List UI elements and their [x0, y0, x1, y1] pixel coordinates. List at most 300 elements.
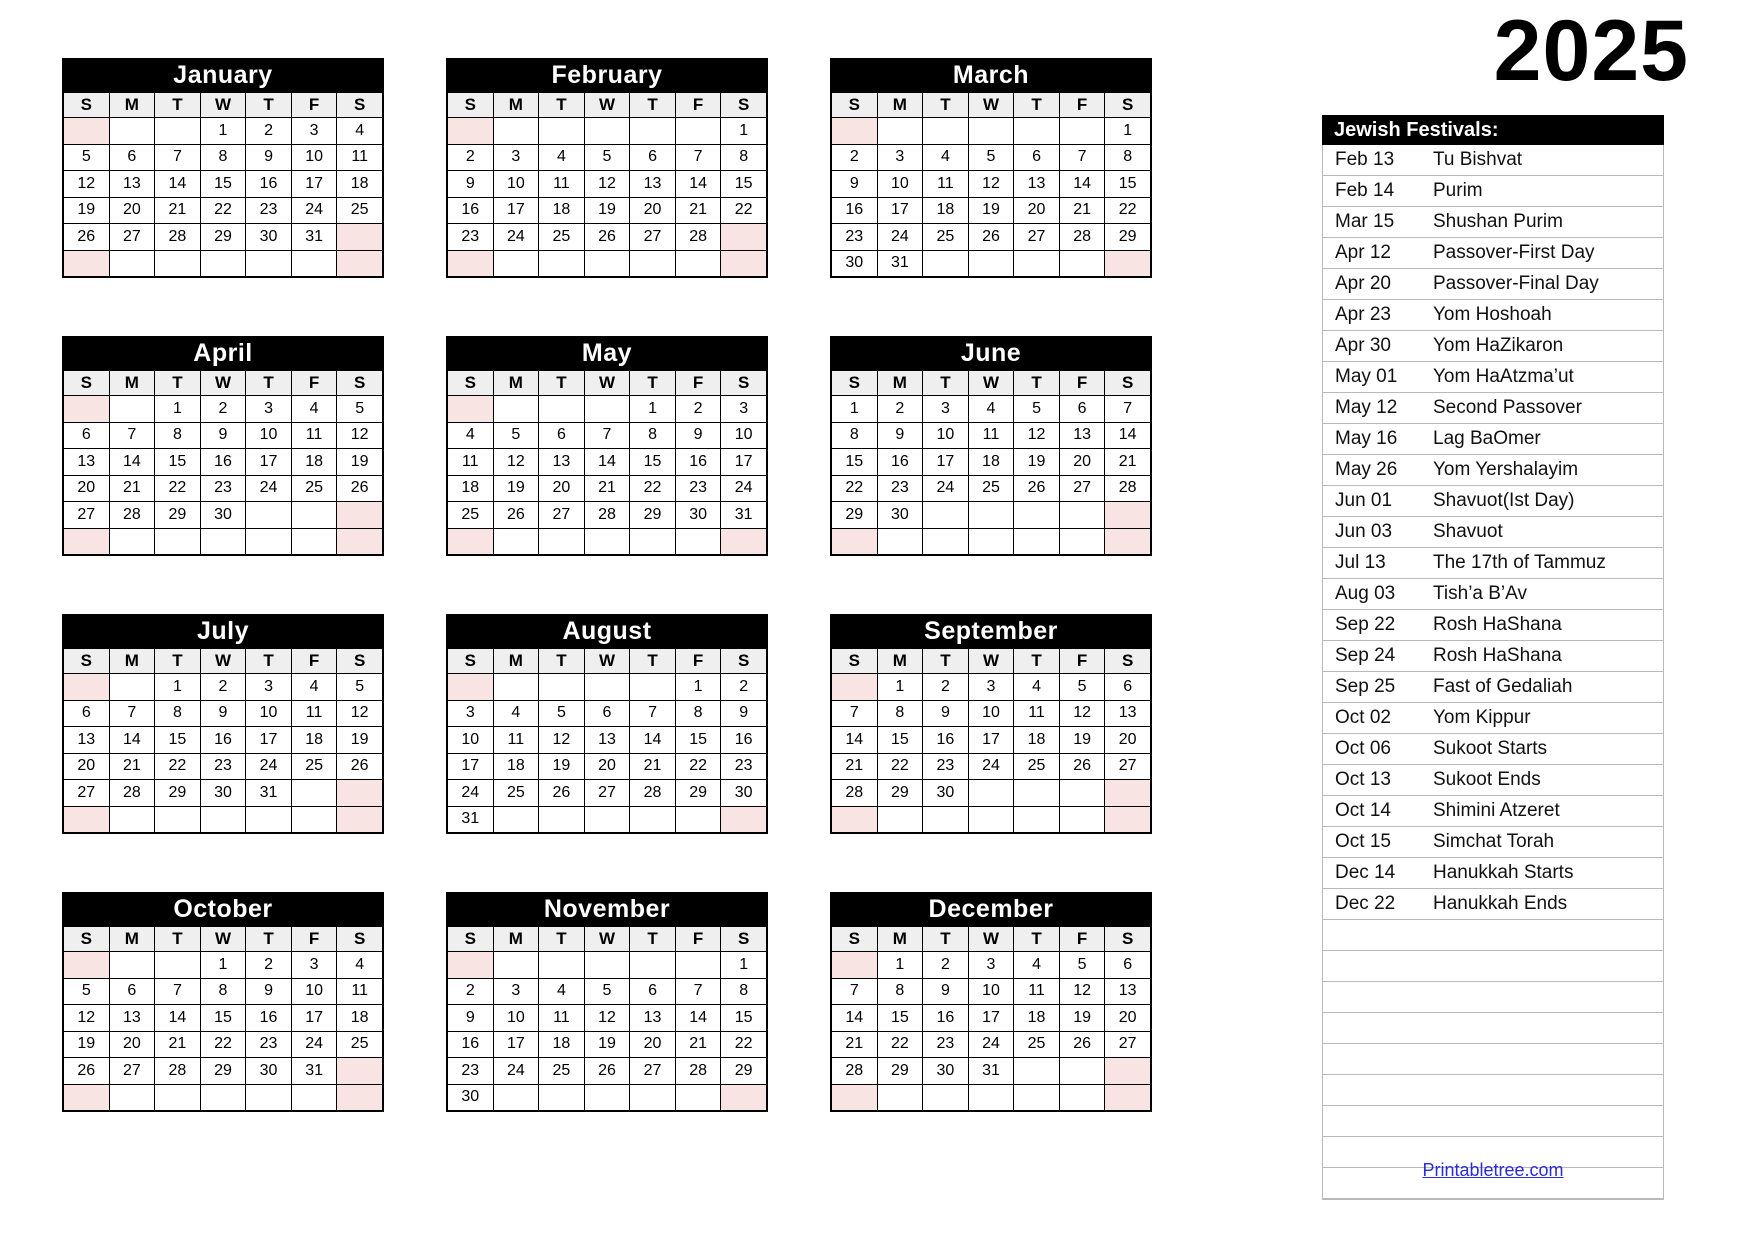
weekday-header: F	[291, 927, 337, 952]
day-cell: 26	[63, 1058, 109, 1085]
day-cell: 22	[721, 197, 767, 224]
day-cell: 30	[923, 780, 969, 807]
day-cell: 7	[109, 422, 155, 449]
day-cell: 13	[63, 449, 109, 476]
week-row	[447, 780, 767, 807]
day-cell: 31	[968, 1058, 1014, 1085]
day-cell-empty	[831, 528, 877, 555]
day-cell: 26	[1059, 753, 1105, 780]
day-cell: 10	[968, 700, 1014, 727]
day-cell: 6	[63, 700, 109, 727]
day-cell: 21	[155, 197, 201, 224]
day-cell: 8	[630, 422, 676, 449]
day-cell: 4	[291, 396, 337, 423]
week-row	[447, 144, 767, 171]
day-cell: 19	[1014, 449, 1060, 476]
day-cell-empty	[630, 1084, 676, 1111]
weekday-header: F	[291, 93, 337, 118]
day-cell-empty	[1105, 502, 1151, 529]
weekday-header: W	[200, 649, 246, 674]
day-cell-empty	[721, 250, 767, 277]
week-row	[63, 1005, 383, 1032]
festival-name: Sukoot Starts	[1421, 734, 1663, 765]
day-cell-empty	[1105, 780, 1151, 807]
festival-name: Tu Bishvat	[1421, 145, 1663, 176]
festival-row-blank	[1323, 982, 1663, 1013]
festival-row	[1323, 858, 1663, 889]
credit-link[interactable]: Printabletree.com	[1422, 1160, 1564, 1180]
day-cell: 18	[1014, 727, 1060, 754]
day-cell-empty	[109, 952, 155, 979]
week-row	[831, 1084, 1151, 1111]
day-cell: 4	[493, 700, 539, 727]
week-row	[831, 171, 1151, 198]
week-row	[447, 250, 767, 277]
day-cell: 10	[493, 171, 539, 198]
weekday-header: W	[968, 649, 1014, 674]
day-cell-empty	[493, 1084, 539, 1111]
week-row	[63, 753, 383, 780]
day-cell-empty	[291, 806, 337, 833]
day-cell: 25	[1014, 1031, 1060, 1058]
day-cell: 22	[155, 753, 201, 780]
festival-row-blank	[1323, 1106, 1663, 1137]
day-cell-empty	[968, 1084, 1014, 1111]
festival-name: Yom HaZikaron	[1421, 331, 1663, 362]
day-cell: 20	[109, 1031, 155, 1058]
month-day-grid	[446, 648, 768, 834]
day-cell: 13	[63, 727, 109, 754]
festival-row	[1323, 176, 1663, 207]
day-cell-empty	[1059, 806, 1105, 833]
day-cell: 25	[337, 197, 383, 224]
day-cell: 15	[1105, 171, 1151, 198]
week-row	[447, 674, 767, 701]
day-cell: 26	[968, 224, 1014, 251]
day-cell-empty	[337, 780, 383, 807]
festival-row-blank	[1323, 951, 1663, 982]
day-cell-empty	[447, 952, 493, 979]
day-cell: 17	[447, 753, 493, 780]
weekday-header: S	[1105, 371, 1151, 396]
day-cell: 4	[1014, 674, 1060, 701]
weekday-header: T	[155, 93, 201, 118]
day-cell: 12	[337, 422, 383, 449]
day-cell-empty	[1059, 528, 1105, 555]
weekday-header: W	[584, 93, 630, 118]
day-cell: 20	[630, 1031, 676, 1058]
day-cell-empty	[493, 528, 539, 555]
festival-date: Apr 30	[1323, 331, 1421, 362]
weekday-header: F	[675, 927, 721, 952]
day-cell: 20	[1105, 727, 1151, 754]
day-cell-empty	[831, 118, 877, 145]
weekday-header: T	[155, 927, 201, 952]
month-day-grid	[830, 926, 1152, 1112]
day-cell: 3	[721, 396, 767, 423]
day-cell: 29	[200, 224, 246, 251]
month-title: April	[62, 336, 384, 370]
weekday-header: T	[246, 93, 292, 118]
day-cell: 8	[1105, 144, 1151, 171]
day-cell: 13	[109, 171, 155, 198]
day-cell-empty	[877, 528, 923, 555]
day-cell: 7	[109, 700, 155, 727]
day-cell: 2	[447, 144, 493, 171]
festival-date: Oct 02	[1323, 703, 1421, 734]
week-row	[447, 224, 767, 251]
day-cell: 1	[721, 952, 767, 979]
festival-row	[1323, 703, 1663, 734]
week-row	[63, 674, 383, 701]
day-cell-empty	[246, 806, 292, 833]
day-cell: 14	[1059, 171, 1105, 198]
festival-date: May 01	[1323, 362, 1421, 393]
week-row	[63, 502, 383, 529]
day-cell-empty	[584, 674, 630, 701]
day-cell-empty	[109, 396, 155, 423]
weekday-header: F	[675, 371, 721, 396]
week-row	[831, 1005, 1151, 1032]
day-cell: 17	[968, 1005, 1014, 1032]
day-cell: 20	[584, 753, 630, 780]
day-cell: 1	[877, 674, 923, 701]
day-cell: 13	[584, 727, 630, 754]
day-cell-empty	[584, 528, 630, 555]
day-cell: 25	[493, 780, 539, 807]
day-cell: 4	[337, 952, 383, 979]
day-cell: 20	[1014, 197, 1060, 224]
festival-row-blank	[1323, 1013, 1663, 1044]
day-cell: 1	[200, 952, 246, 979]
day-cell: 14	[109, 449, 155, 476]
day-cell: 23	[721, 753, 767, 780]
day-cell: 10	[246, 700, 292, 727]
week-row	[831, 197, 1151, 224]
week-row	[447, 978, 767, 1005]
day-cell: 5	[584, 978, 630, 1005]
day-cell: 10	[721, 422, 767, 449]
weekday-header: T	[155, 649, 201, 674]
festival-name: Second Passover	[1421, 393, 1663, 424]
day-cell: 24	[721, 475, 767, 502]
weekday-header: S	[1105, 649, 1151, 674]
month-title: October	[62, 892, 384, 926]
week-row	[447, 171, 767, 198]
week-row	[63, 1084, 383, 1111]
day-cell: 19	[584, 197, 630, 224]
day-cell: 3	[968, 674, 1014, 701]
day-cell: 13	[539, 449, 585, 476]
day-cell: 14	[630, 727, 676, 754]
weekday-header: M	[493, 93, 539, 118]
festival-row	[1323, 517, 1663, 548]
day-cell: 14	[675, 1005, 721, 1032]
month-block	[830, 614, 1152, 834]
day-cell: 4	[539, 978, 585, 1005]
day-cell-empty	[246, 502, 292, 529]
festival-name: Yom Hoshoah	[1421, 300, 1663, 331]
festival-row	[1323, 424, 1663, 455]
day-cell: 19	[63, 1031, 109, 1058]
day-cell: 22	[200, 1031, 246, 1058]
weekday-header: S	[63, 927, 109, 952]
festival-name: Passover-First Day	[1421, 238, 1663, 269]
day-cell: 4	[447, 422, 493, 449]
day-cell: 16	[877, 449, 923, 476]
weekday-header: F	[1059, 649, 1105, 674]
day-cell-empty	[337, 1058, 383, 1085]
day-cell: 5	[493, 422, 539, 449]
day-cell: 14	[584, 449, 630, 476]
day-cell-empty	[155, 952, 201, 979]
day-cell: 31	[246, 780, 292, 807]
week-row	[831, 250, 1151, 277]
day-cell: 28	[109, 502, 155, 529]
day-cell-empty	[630, 250, 676, 277]
day-cell-empty	[63, 118, 109, 145]
day-cell: 7	[584, 422, 630, 449]
day-cell: 27	[1105, 1031, 1151, 1058]
day-cell: 23	[877, 475, 923, 502]
week-row	[447, 1005, 767, 1032]
day-cell: 15	[155, 449, 201, 476]
day-cell: 6	[1105, 674, 1151, 701]
week-row	[447, 118, 767, 145]
day-cell: 2	[923, 952, 969, 979]
day-cell-empty	[968, 502, 1014, 529]
month-title: June	[830, 336, 1152, 370]
weekday-header: S	[447, 927, 493, 952]
day-cell: 24	[246, 753, 292, 780]
day-cell-empty	[337, 806, 383, 833]
day-cell: 21	[831, 753, 877, 780]
festival-row-blank	[1323, 920, 1663, 951]
month-block	[62, 892, 384, 1112]
day-cell: 14	[675, 171, 721, 198]
day-cell: 9	[721, 700, 767, 727]
festivals-panel-title: Jewish Festivals:	[1322, 115, 1664, 145]
day-cell-empty	[493, 396, 539, 423]
day-cell: 18	[447, 475, 493, 502]
months-row	[62, 58, 1152, 278]
month-block	[830, 892, 1152, 1112]
weekday-header: S	[337, 649, 383, 674]
month-day-grid	[830, 92, 1152, 278]
day-cell-empty	[1014, 118, 1060, 145]
day-cell-empty	[291, 528, 337, 555]
day-cell: 16	[200, 727, 246, 754]
week-row	[447, 396, 767, 423]
day-cell-empty	[721, 224, 767, 251]
festival-date: Jun 03	[1323, 517, 1421, 548]
festival-date: Oct 13	[1323, 765, 1421, 796]
month-day-grid	[446, 370, 768, 556]
day-cell: 18	[539, 197, 585, 224]
day-cell: 26	[493, 502, 539, 529]
week-row	[831, 422, 1151, 449]
festival-row	[1323, 765, 1663, 796]
day-cell: 17	[493, 197, 539, 224]
festival-row	[1323, 827, 1663, 858]
day-cell: 16	[675, 449, 721, 476]
day-cell-empty	[291, 502, 337, 529]
day-cell: 16	[200, 449, 246, 476]
day-cell-empty	[337, 1084, 383, 1111]
day-cell: 8	[721, 978, 767, 1005]
festival-row	[1323, 610, 1663, 641]
day-cell: 15	[675, 727, 721, 754]
day-cell: 28	[584, 502, 630, 529]
day-cell-empty	[155, 806, 201, 833]
day-cell: 16	[923, 727, 969, 754]
day-cell-empty	[721, 528, 767, 555]
day-cell: 2	[923, 674, 969, 701]
day-cell: 4	[291, 674, 337, 701]
day-cell: 20	[63, 475, 109, 502]
festival-name-empty	[1421, 951, 1663, 982]
month-day-grid	[62, 926, 384, 1112]
festival-row	[1323, 362, 1663, 393]
week-row	[447, 449, 767, 476]
day-cell: 21	[630, 753, 676, 780]
weekday-header: S	[447, 649, 493, 674]
week-row	[831, 727, 1151, 754]
day-cell-empty	[155, 1084, 201, 1111]
day-cell-empty	[584, 1084, 630, 1111]
day-cell: 22	[200, 197, 246, 224]
day-cell-empty	[675, 528, 721, 555]
day-cell: 6	[630, 978, 676, 1005]
month-title: July	[62, 614, 384, 648]
festival-date: Oct 15	[1323, 827, 1421, 858]
day-cell: 1	[155, 396, 201, 423]
day-cell: 16	[923, 1005, 969, 1032]
day-cell: 10	[968, 978, 1014, 1005]
festival-row	[1323, 486, 1663, 517]
day-cell-empty	[63, 806, 109, 833]
day-cell: 18	[291, 449, 337, 476]
day-cell: 28	[831, 780, 877, 807]
day-cell: 8	[877, 978, 923, 1005]
weekday-header: T	[1014, 93, 1060, 118]
day-cell: 26	[337, 475, 383, 502]
day-cell-empty	[831, 806, 877, 833]
festival-name: Shavuot(Ist Day)	[1421, 486, 1663, 517]
day-cell: 3	[291, 952, 337, 979]
day-cell: 13	[109, 1005, 155, 1032]
day-cell-empty	[1105, 250, 1151, 277]
day-cell: 5	[968, 144, 1014, 171]
month-block	[446, 614, 768, 834]
day-cell-empty	[831, 674, 877, 701]
day-cell: 16	[447, 197, 493, 224]
weekday-header: S	[1105, 93, 1151, 118]
day-cell: 21	[584, 475, 630, 502]
day-cell: 19	[1059, 1005, 1105, 1032]
day-cell: 5	[63, 978, 109, 1005]
day-cell: 8	[831, 422, 877, 449]
day-cell: 30	[447, 1084, 493, 1111]
festival-row	[1323, 207, 1663, 238]
week-row	[447, 700, 767, 727]
day-cell: 15	[200, 171, 246, 198]
festival-name: The 17th of Tammuz	[1421, 548, 1663, 579]
day-cell: 21	[675, 197, 721, 224]
day-cell: 9	[447, 1005, 493, 1032]
weekday-header: T	[923, 93, 969, 118]
day-cell-empty	[200, 250, 246, 277]
day-cell: 29	[877, 1058, 923, 1085]
day-cell-empty	[447, 674, 493, 701]
day-cell: 28	[1105, 475, 1151, 502]
day-cell: 11	[493, 727, 539, 754]
day-cell-empty	[155, 118, 201, 145]
weekday-header: T	[155, 371, 201, 396]
day-cell-empty	[63, 1084, 109, 1111]
week-row	[447, 806, 767, 833]
day-cell-empty	[200, 806, 246, 833]
day-cell: 24	[447, 780, 493, 807]
day-cell: 9	[246, 144, 292, 171]
day-cell: 6	[109, 978, 155, 1005]
day-cell: 17	[877, 197, 923, 224]
day-cell-empty	[630, 674, 676, 701]
day-cell: 14	[831, 727, 877, 754]
day-cell: 26	[1059, 1031, 1105, 1058]
day-cell: 15	[721, 171, 767, 198]
week-row	[447, 753, 767, 780]
weekday-header: W	[200, 93, 246, 118]
day-cell: 12	[1014, 422, 1060, 449]
week-row	[831, 952, 1151, 979]
day-cell-empty	[584, 806, 630, 833]
festival-name: Hanukkah Starts	[1421, 858, 1663, 889]
day-cell-empty	[246, 528, 292, 555]
festival-date: Sep 24	[1323, 641, 1421, 672]
day-cell: 2	[200, 396, 246, 423]
day-cell: 11	[337, 978, 383, 1005]
day-cell-empty	[1105, 1058, 1151, 1085]
day-cell: 19	[968, 197, 1014, 224]
day-cell: 6	[1105, 952, 1151, 979]
day-cell: 1	[1105, 118, 1151, 145]
day-cell: 1	[630, 396, 676, 423]
week-row	[63, 224, 383, 251]
day-cell-empty	[675, 806, 721, 833]
day-cell: 8	[200, 144, 246, 171]
day-cell-empty	[539, 952, 585, 979]
day-cell-empty	[1014, 250, 1060, 277]
day-cell: 5	[539, 700, 585, 727]
day-cell: 3	[923, 396, 969, 423]
day-cell: 30	[200, 780, 246, 807]
day-cell: 15	[877, 727, 923, 754]
day-cell: 10	[291, 144, 337, 171]
festival-date: Dec 22	[1323, 889, 1421, 920]
week-row	[63, 780, 383, 807]
day-cell: 15	[831, 449, 877, 476]
day-cell: 2	[675, 396, 721, 423]
day-cell: 21	[155, 1031, 201, 1058]
month-title: September	[830, 614, 1152, 648]
day-cell: 8	[721, 144, 767, 171]
day-cell: 9	[923, 978, 969, 1005]
day-cell-empty	[675, 118, 721, 145]
festival-date: Mar 15	[1323, 207, 1421, 238]
day-cell: 3	[493, 144, 539, 171]
weekday-header: W	[200, 927, 246, 952]
